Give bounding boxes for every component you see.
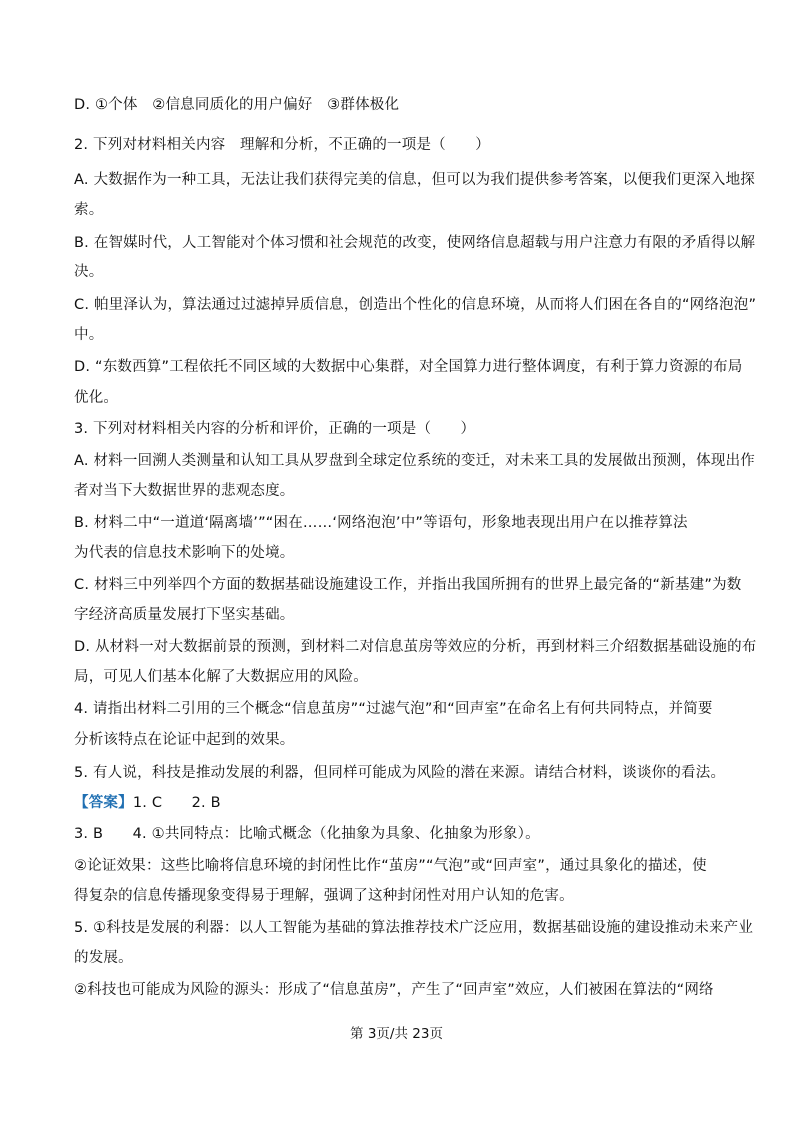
answer-detail: 5. ①科技是发展的利器：以人工智能为基础的算法推荐技术广泛应用，数据基础设施的建设推动未来产业 [74, 920, 754, 936]
answer-tag: 【答案】 [74, 795, 133, 811]
answer-detail: 的发展。 [74, 950, 133, 966]
answer-detail: 得复杂的信息传播现象变得易于理解，强调了这种封闭性对用户认知的危害。 [74, 888, 574, 904]
option-line: B. 材料二中“一道道‘隔离墙’”“困在……‘网络泡泡’中”等语句，形象地表现出用户在以推荐算法 [74, 515, 688, 531]
option-line: A. 大数据作为一种工具，无法让我们获得完美的信息，但可以为我们提供参考答案，以便我们更深入地探 [74, 172, 755, 188]
option-line: D. “东数西算”工程依托不同区域的大数据中心集群，对全国算力进行整体调度，有利于算力资源的布局 [74, 359, 743, 375]
option-line: 决。 [74, 264, 104, 280]
option-line: 索。 [74, 202, 104, 218]
option-line: D. 从材料一对大数据前景的预测，到材料二对信息茧房等效应的分析，再到材料三介绍数据基础设施的布 [74, 639, 757, 655]
option-line: 者对当下大数据世界的悲观态度。 [74, 483, 295, 499]
question-3: 3. 下列对材料相关内容的分析和评价，正确的一项是（ ） [74, 421, 476, 437]
option-line: 字经济高质量发展打下坚实基础。 [74, 607, 295, 623]
option-line: 为代表的信息技术影响下的处境。 [74, 545, 295, 561]
question-2: 2. 下列对材料相关内容 理解和分析，不正确的一项是（ ） [74, 137, 490, 153]
answer-detail: ②论证效果：这些比喻将信息环境的封闭性比作“茧房”“气泡”或“回声室”，通过具象化的描述，使 [74, 858, 707, 874]
answer-detail: ②科技也可能成为风险的源头：形成了“信息茧房”，产生了“回声室”效应，人们被困在算法的“网络 [74, 982, 714, 998]
answer-detail: 3. B 4. ①共同特点：比喻式概念（化抽象为具象、化抽象为形象）。 [74, 826, 540, 842]
answer-line [74, 793, 734, 813]
option-line: C. 材料三中列举四个方面的数据基础设施建设工作，并指出我国所拥有的世界上最完备的“新基建”为数 [74, 577, 742, 593]
option-line: B. 在智媒时代，人工智能对个体习惯和社会规范的改变，使网络信息超载与用户注意力有限的矛盾得以解 [74, 235, 756, 251]
option-line: 中。 [74, 327, 104, 343]
option-line: A. 材料一回溯人类测量和认知工具从罗盘到全球定位系统的变迁，对未来工具的发展做出预测，体现出作 [74, 453, 755, 469]
page-number: 第 3页/共 23页 [350, 1026, 443, 1042]
question-4-cont: 分析该特点在论证中起到的效果。 [74, 732, 295, 748]
option-line: C. 帕里泽认为，算法通过过滤掉异质信息，创造出个性化的信息环境，从而将人们困在各自的“网络泡泡” [74, 297, 757, 313]
option-line: 优化。 [74, 390, 119, 406]
question-4: 4. 请指出材料二引用的三个概念“信息茧房”“过滤气泡”和“回声室”在命名上有何共同特点，并简要 [74, 701, 713, 717]
option-line: D. ①个体 ②信息同质化的用户偏好 ③群体极化 [74, 97, 400, 113]
option-line: 局，可见人们基本化解了大数据应用的风险。 [74, 669, 368, 685]
question-5: 5. 有人说，科技是推动发展的利器，但同样可能成为风险的潜在来源。请结合材料，谈谈你的看法。 [74, 765, 726, 781]
answer-text: 1. C 2. B [132, 795, 221, 811]
